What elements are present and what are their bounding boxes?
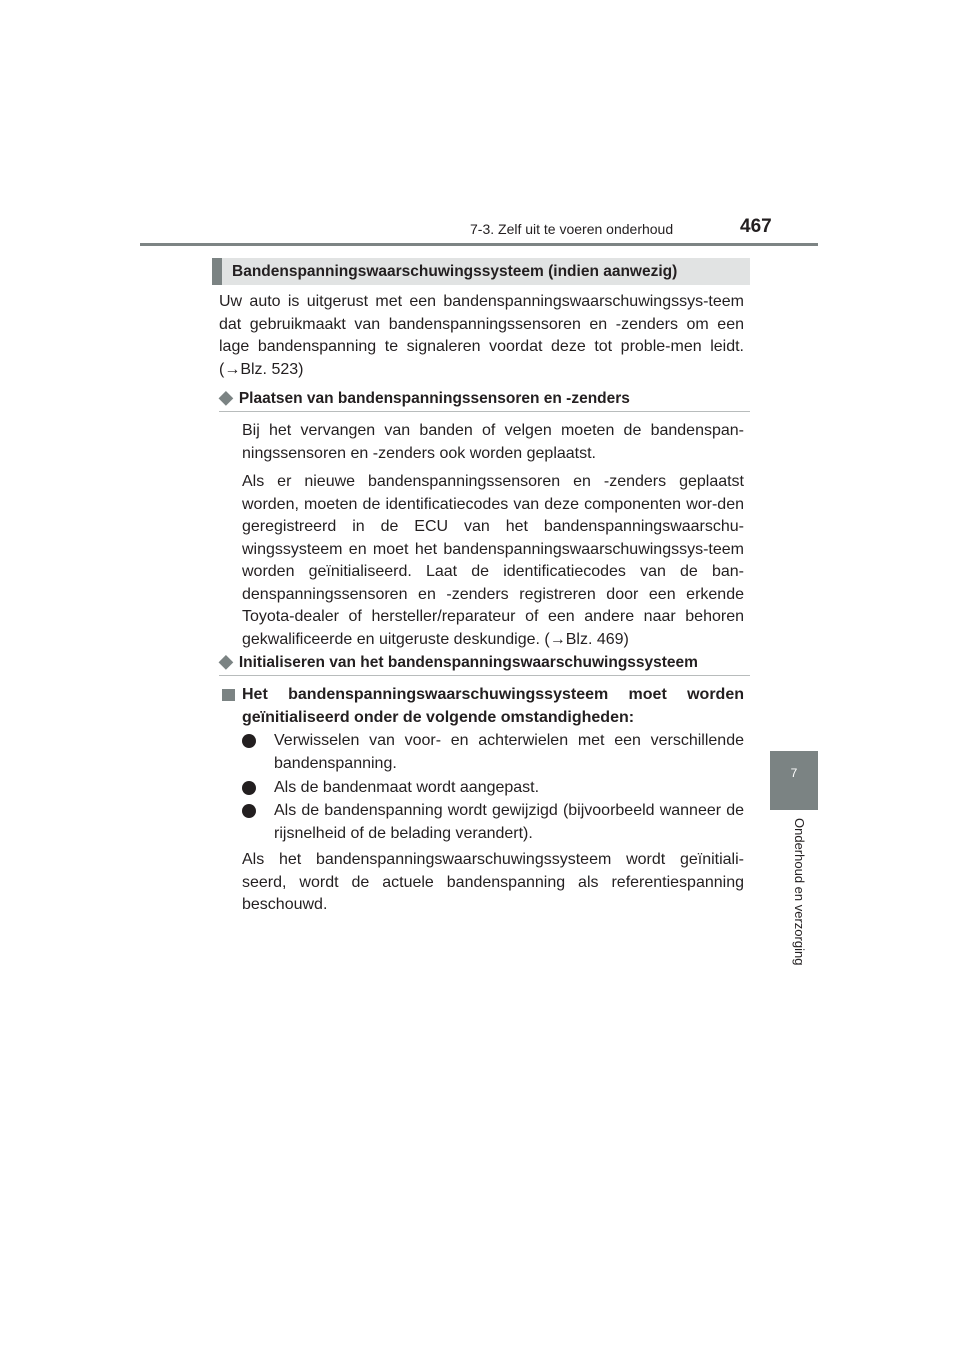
bullet-dot-icon xyxy=(242,734,256,748)
section-banner xyxy=(212,258,750,285)
condition-heading xyxy=(219,684,744,729)
subsection-heading-initialize xyxy=(219,651,750,672)
diamond-icon: ◆ xyxy=(219,651,233,671)
subsection-divider xyxy=(219,675,750,676)
closing-paragraph: Als het bandenspanningswaarschuwingssysteem wordt geïnitiali-seerd, wordt de actuele bandenspanning als referentiespanning beschouwd. xyxy=(242,851,744,913)
subsection-heading-text: Plaatsen van bandenspanningssensoren en -zenders xyxy=(238,390,630,407)
header-divider xyxy=(140,243,818,246)
sensors-paragraph-1: Bij het vervangen van banden of velgen moeten de bandenspan-ningssensoren en -zenders ook worden geplaatst. xyxy=(242,422,744,462)
section-header: 7-3. Zelf uit te voeren onderhoud xyxy=(470,221,674,237)
list-item xyxy=(242,777,744,800)
condition-heading-text: Het bandenspanningswaarschuwingssysteem moet worden geïnitialiseerd onder de volgende omstandigheden: xyxy=(242,686,744,726)
chapter-tab-label: Onderhoud en verzorging xyxy=(792,818,807,966)
diamond-icon: ◆ xyxy=(219,387,233,407)
intro-paragraph: Uw auto is uitgerust met een bandenspanningswaarschuwingssys-teem dat gebruikmaakt van bandenspanningssensoren en -zenders om een lage bandenspanning te signaleren voordat deze tot proble-men leidt. (→Blz. 523) xyxy=(219,293,744,378)
sensors-paragraph-2: Als er nieuwe bandenspanningssensoren en -zenders geplaatst worden, moeten de identificatiecodes van deze componenten wor-den geregistreerd in de ECU van het bandenspanningswaarschu-wingssysteem en moet het bandenspanningswaarschuwingssys-teem worden geïnitialiseerd. Laat de identificatiecodes van de ban-denspanningssensoren en -zenders registreren door een erkende Toyota-dealer of hersteller/reparateur of een andere naar behoren gekwalificeerde en uitgeruste deskundige. (→Blz. 469) xyxy=(242,473,744,648)
square-bullet-icon xyxy=(222,689,235,701)
subsection-heading-sensors xyxy=(219,387,750,408)
bullet-dot-icon xyxy=(242,781,256,795)
list-item-text: Als de bandenmaat wordt aangepast. xyxy=(274,779,540,796)
bullet-dot-icon xyxy=(242,804,256,818)
page-number: 467 xyxy=(740,216,772,237)
list-item-text: Verwisselen van voor- en achterwielen met een verschillende bandenspanning. xyxy=(274,732,744,772)
chapter-tab: 7 xyxy=(770,751,818,810)
banner-title: Bandenspanningswaarschuwingssysteem (indien aanwezig) xyxy=(232,263,678,280)
list-item-text: Als de bandenspanning wordt gewijzigd (bijvoorbeeld wanneer de rijsnelheid of de belading verandert). xyxy=(274,802,744,842)
subsection-heading-text: Initialiseren van het bandenspanningswaarschuwingssysteem xyxy=(238,654,698,671)
list-item xyxy=(242,800,744,845)
subsection-divider xyxy=(219,411,750,412)
list-item xyxy=(242,730,744,775)
